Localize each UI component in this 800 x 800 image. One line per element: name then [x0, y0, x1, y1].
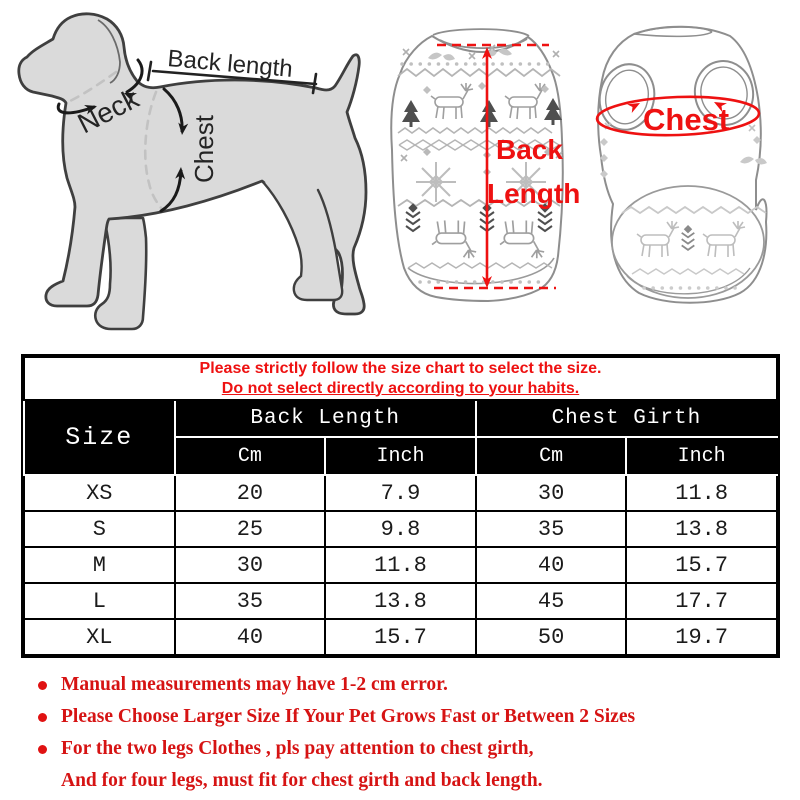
column-header-back-length: Back Length: [175, 400, 476, 437]
neck-label: Neck: [72, 82, 144, 140]
table-cell: 11.8: [325, 547, 476, 583]
column-header-size: Size: [24, 400, 175, 475]
note-line: [30, 733, 775, 765]
header-group-row: [24, 400, 777, 437]
notice-line-1: Please strictly follow the size chart to select the size.: [199, 359, 602, 377]
notice-row: [24, 357, 777, 400]
garment-front-illustration: [391, 29, 580, 301]
table-cell: 30: [476, 475, 627, 511]
table-cell: 30: [175, 547, 326, 583]
table-row: [24, 583, 777, 619]
chest-label: Chest: [189, 115, 219, 183]
table-cell: 35: [175, 583, 326, 619]
garment-back-label-line2: Length: [487, 178, 581, 209]
back-length-label: Back length: [166, 45, 294, 83]
bullet-icon: [38, 681, 47, 690]
notice-line-2: Do not select directly according to your habits.: [221, 379, 580, 397]
table-row: [24, 619, 777, 655]
garment-back-illustration: [594, 27, 767, 303]
table-cell: 40: [175, 619, 326, 655]
table-row: [24, 475, 777, 511]
table-cell: 7.9: [325, 475, 476, 511]
table-cell: XL: [24, 619, 175, 655]
table-cell: 25: [175, 511, 326, 547]
note-text: Please Choose Larger Size If Your Pet Grows Fast or Between 2 Sizes: [61, 706, 636, 727]
table-cell: 19.7: [626, 619, 777, 655]
notes-list: [30, 669, 775, 797]
table-cell: 9.8: [325, 511, 476, 547]
note-line: [30, 701, 775, 733]
table-cell: 45: [476, 583, 627, 619]
table-cell: M: [24, 547, 175, 583]
column-header-back-cm: Cm: [175, 437, 326, 475]
size-table: [23, 356, 778, 656]
table-cell: 35: [476, 511, 627, 547]
table-row: [24, 547, 777, 583]
column-header-chest-inch: Inch: [626, 437, 777, 475]
note-line: [30, 765, 775, 797]
table-cell: 11.8: [626, 475, 777, 511]
note-text: Manual measurements may have 1-2 cm error.: [61, 674, 448, 695]
garment-back-label-line1: Back: [496, 134, 563, 165]
table-cell: L: [24, 583, 175, 619]
table-cell: 15.7: [626, 547, 777, 583]
table-cell: S: [24, 511, 175, 547]
note-text: And for four legs, must fit for chest girth and back length.: [61, 770, 543, 791]
table-row: [24, 511, 777, 547]
dog-illustration: [19, 14, 366, 329]
notice-cell: [24, 357, 777, 400]
table-cell: 15.7: [325, 619, 476, 655]
table-cell: 20: [175, 475, 326, 511]
note-line: [30, 669, 775, 701]
column-header-chest-girth: Chest Girth: [476, 400, 777, 437]
size-table-wrapper: [21, 354, 780, 658]
table-cell: 13.8: [325, 583, 476, 619]
table-cell: 40: [476, 547, 627, 583]
measurement-diagram: [0, 0, 800, 352]
column-header-chest-cm: Cm: [476, 437, 627, 475]
note-text: For the two legs Clothes , pls pay attention to chest girth,: [61, 738, 534, 759]
table-cell: 17.7: [626, 583, 777, 619]
column-header-back-inch: Inch: [325, 437, 476, 475]
garment-chest-label: Chest: [643, 102, 730, 137]
belly-panel: [612, 186, 764, 298]
bullet-icon: [38, 713, 47, 722]
table-cell: 50: [476, 619, 627, 655]
table-cell: XS: [24, 475, 175, 511]
bullet-icon: [38, 745, 47, 754]
table-cell: 13.8: [626, 511, 777, 547]
